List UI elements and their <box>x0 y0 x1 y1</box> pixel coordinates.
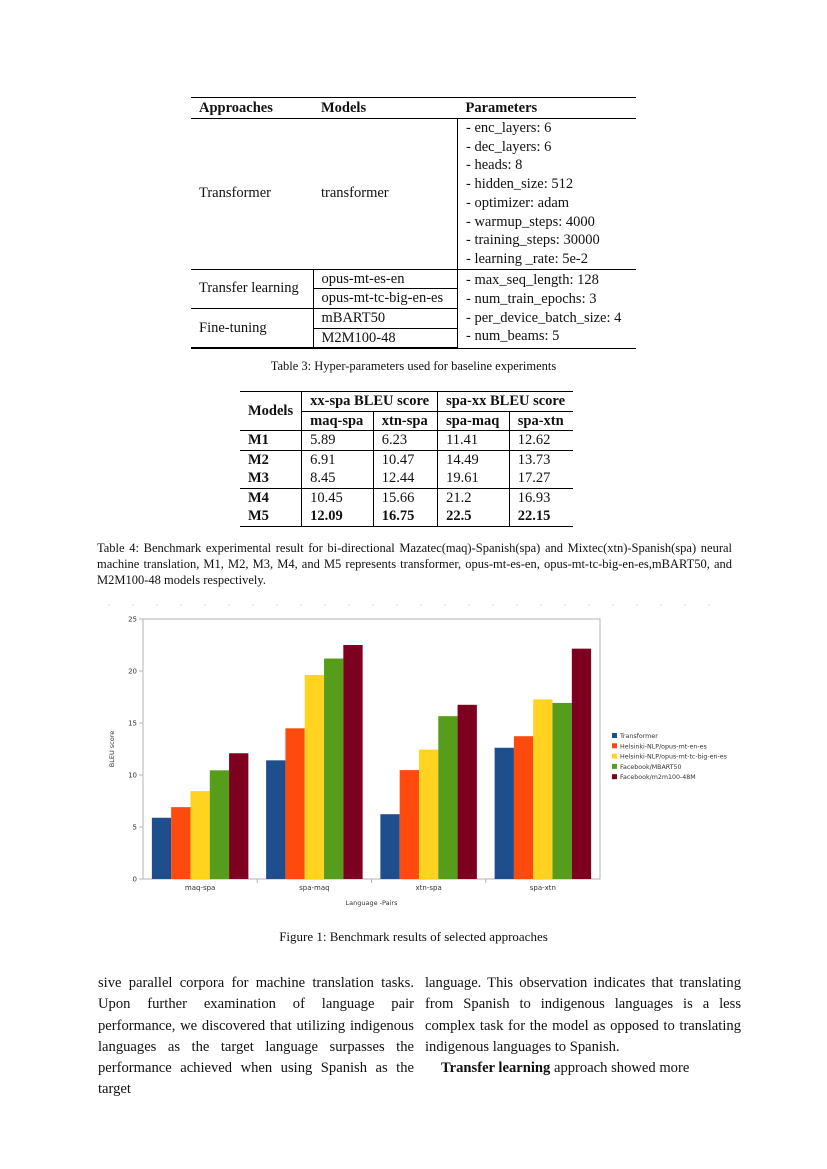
approach-transformer: Transformer <box>199 185 271 202</box>
bar-maq-spa-3 <box>210 770 229 879</box>
param-line: - per_device_batch_size: 4 <box>466 309 622 326</box>
table4-row-name: M3 <box>248 470 269 486</box>
param-line: - dec_layers: 6 <box>466 138 552 155</box>
table4-header-xx-spa: xx-spa BLEU score <box>302 392 438 412</box>
bar-spa-maq-3 <box>324 659 343 879</box>
transformer-params <box>458 119 637 270</box>
chart-legend <box>612 733 727 781</box>
legend-swatch <box>612 743 617 748</box>
hyperparameter-table <box>191 97 636 349</box>
bar-xtn-spa-3 <box>438 716 457 879</box>
table4-row-name: M5 <box>240 507 302 526</box>
table4-row-name: M1 <box>248 432 269 448</box>
bar-maq-spa-4 <box>229 753 248 879</box>
table4-subheader: xtn-spa <box>373 411 437 431</box>
bar-xtn-spa-1 <box>400 770 419 879</box>
table4-caption: Table 4: Benchmark experimental result for bi-directional Mazatec(maq)-Spanish(spa) and Mixtec(xtn)-Spanish(spa) neural machine translation, M1, M2, M3, M4, and M5 represents transformer, opus-mt-es-en, opus-mt-tc-big-en-es,mBART50, and M2M100-48 models respectively. <box>97 541 732 587</box>
param-line: - optimizer: adam <box>466 194 570 211</box>
bar-xtn-spa-0 <box>380 814 399 879</box>
bold-term: Transfer learning <box>441 1060 551 1077</box>
table4-cell: 22.5 <box>438 507 510 526</box>
table4-cell: 6.91 <box>302 450 374 469</box>
body-column-right <box>425 973 741 1079</box>
y-axis-label: BLEU score <box>108 730 116 768</box>
table4-cell: 6.23 <box>373 431 437 451</box>
y-tick-label: 20 <box>128 667 137 676</box>
bar-spa-xtn-3 <box>553 703 572 879</box>
table4-cell: 10.45 <box>302 488 374 507</box>
table4-cell: 16.93 <box>509 488 573 507</box>
bar-spa-xtn-1 <box>514 736 533 879</box>
legend-swatch <box>612 754 617 759</box>
table4-cell: 8.45 <box>302 469 374 488</box>
param-line: - warmup_steps: 4000 <box>466 213 595 230</box>
legend-label: Facebook/MBART50 <box>620 763 682 771</box>
benchmark-bar-chart <box>100 610 730 912</box>
table4-cell: 5.89 <box>302 431 374 451</box>
bar-maq-spa-0 <box>152 818 171 879</box>
approach-fine-tuning: Fine-tuning <box>191 309 313 348</box>
bar-maq-spa-1 <box>171 807 190 879</box>
y-tick-label: 10 <box>128 771 137 780</box>
x-tick-label: spa-maq <box>299 884 330 892</box>
bar-spa-xtn-2 <box>533 699 552 879</box>
table4-cell: 12.44 <box>373 469 437 488</box>
legend-swatch <box>612 764 617 769</box>
body-column-left <box>98 973 414 1101</box>
table4-cell: 13.73 <box>509 450 573 469</box>
bar-spa-maq-0 <box>266 760 285 879</box>
bar-spa-maq-4 <box>343 645 362 879</box>
model-opus-mt-es-en: opus-mt-es-en <box>313 269 458 289</box>
model-mbart50: mBART50 <box>313 309 458 329</box>
param-line: - num_beams: 5 <box>466 328 560 345</box>
shared-params <box>458 269 637 348</box>
table3-header-parameters: Parameters <box>458 98 637 119</box>
approach-transfer-learning: Transfer learning <box>191 269 313 308</box>
table4-subheader: spa-maq <box>438 411 510 431</box>
param-line: - num_train_epochs: 3 <box>466 291 597 308</box>
paragraph: language. This observation indicates that translating from Spanish to indigenous languages is a less complex task for the model as opposed to translating indigenous languages to Spanish. <box>425 975 741 1055</box>
x-tick-label: maq-spa <box>184 884 216 892</box>
x-tick-label: xtn-spa <box>415 884 442 892</box>
table4-subheader: spa-xtn <box>509 411 573 431</box>
param-line: - enc_layers: 6 <box>466 120 552 136</box>
legend-label: Transformer <box>620 733 658 740</box>
model-m2m100-48: M2M100-48 <box>313 328 458 348</box>
y-tick-label: 25 <box>128 615 137 624</box>
table4-cell: 19.61 <box>438 469 510 488</box>
bar-spa-maq-2 <box>305 675 324 879</box>
table3-caption: Table 3: Hyper-parameters used for baseline experiments <box>270 359 557 373</box>
x-axis-label: Language -Pairs <box>345 899 398 907</box>
bar-spa-maq-1 <box>285 728 304 879</box>
table4-header-models: Models <box>240 392 302 431</box>
table4-cell: 11.41 <box>438 431 510 451</box>
paragraph-transfer-learning <box>425 1058 741 1079</box>
table4-cell: 14.49 <box>438 450 510 469</box>
bar-xtn-spa-4 <box>458 705 477 879</box>
model-transformer: transformer <box>321 185 389 202</box>
legend-label: Helsinki-NLP/opus-mt-en-es <box>620 743 707 751</box>
table4-cell: 16.75 <box>373 507 437 526</box>
paragraph: sive parallel corpora for machine translation tasks. Upon further examination of language pair performance, we discovered that utilizing indigenous languages as the target language surpasses the performance achieved when using Spanish as the target <box>98 975 414 1098</box>
param-line: - training_steps: 30000 <box>466 232 600 249</box>
y-tick-label: 15 <box>128 719 137 728</box>
param-line: - learning _rate: 5e-2 <box>466 250 588 267</box>
bar-maq-spa-2 <box>190 791 209 879</box>
table4-cell: 21.2 <box>438 488 510 507</box>
legend-swatch <box>612 774 617 779</box>
bar-spa-xtn-0 <box>495 748 514 879</box>
model-opus-mt-tc-big-en-es: opus-mt-tc-big-en-es <box>313 289 458 309</box>
table4-row-name: M2 <box>240 450 302 469</box>
param-line: - hidden_size: 512 <box>466 176 574 193</box>
legend-swatch <box>612 733 617 738</box>
table4-row-name: M4 <box>240 488 302 507</box>
y-tick-label: 0 <box>132 875 137 884</box>
figure1-caption: Figure 1: Benchmark results of selected approaches <box>279 929 548 944</box>
table4-cell: 17.27 <box>509 469 573 488</box>
param-line: - max_seq_length: 128 <box>466 272 599 289</box>
param-line: - heads: 8 <box>466 157 523 174</box>
table4-cell: 10.47 <box>373 450 437 469</box>
legend-label: Helsinki-NLP/opus-mt-tc-big-en-es <box>620 753 727 761</box>
table3-header-models: Models <box>313 98 458 119</box>
dotted-divider <box>97 604 717 606</box>
benchmark-table <box>240 391 573 527</box>
legend-label: Facebook/m2m100-48M <box>620 774 696 782</box>
bar-xtn-spa-2 <box>419 750 438 879</box>
table4-cell: 12.62 <box>509 431 573 451</box>
table4-cell: 15.66 <box>373 488 437 507</box>
table4-subheader: maq-spa <box>302 411 374 431</box>
table4-header-spa-xx: spa-xx BLEU score <box>438 392 573 412</box>
table4-cell: 12.09 <box>302 507 374 526</box>
bar-spa-xtn-4 <box>572 649 591 879</box>
x-tick-label: spa-xtn <box>529 884 556 892</box>
paragraph-rest: approach showed more <box>550 1060 690 1077</box>
y-tick-label: 5 <box>132 823 137 832</box>
table3-header-approaches: Approaches <box>191 98 313 119</box>
table4-cell: 22.15 <box>509 507 573 526</box>
